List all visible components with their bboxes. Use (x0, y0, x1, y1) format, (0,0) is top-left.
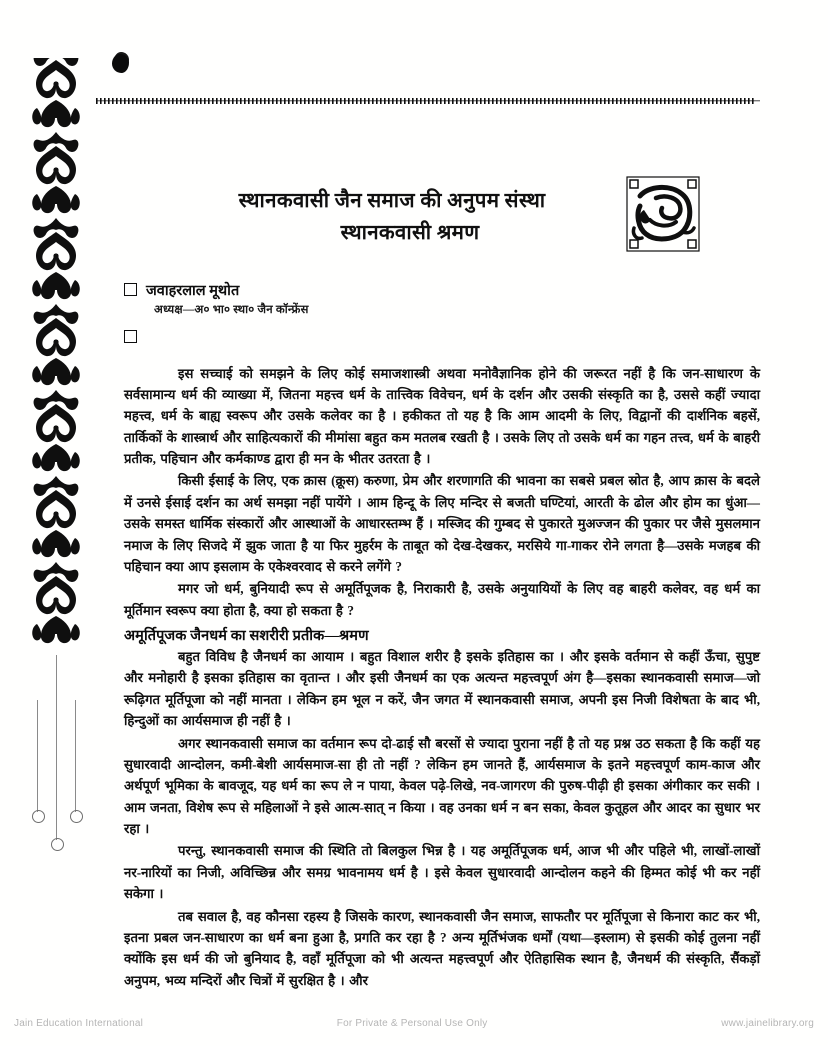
tassel-decoration (30, 655, 100, 870)
author-role: अध्यक्ष—अ० भा० स्था० जैन कॉन्फ्रेंस (154, 303, 309, 316)
footer-right-text: www.jainelibrary.org (721, 1018, 814, 1029)
tassel-dot-right (70, 810, 83, 823)
paragraph: इस सच्चाई को समझने के लिए कोई समाजशास्त्री अथवा मनोवैज्ञानिक होने की जरूरत नहीं है कि जन-साधारण के सर्वसामान्य धर्म की व्याख्या में, जितना महत्त्व धर्म के तात्त्विक विवेचन, धर्म के दर्शन और उसकी संस्कृति का है, उससे कहीं ज्यादा महत्त्व, धर्म के बाह्य स्वरूप और उसके कलेवर का है । हकीकत तो यह है कि आम आदमी के लिए, विद्वानों की दार्शनिक बहसें, तार्किकों के शास्त्रार्थ और साहित्यकारों की मीमांसा बहुत कम मतलब रखती है । उसके लिए तो उसके धर्म का गहन तत्त्व, धर्म के बाहरी प्रतीक, पहिचान और कर्मकाण्ड द्वारा ही मन के भीतर उतरता है । (124, 365, 760, 467)
paragraph: बहुत विविध है जैनधर्म का आयाम । बहुत विशाल शरीर है इसके इतिहास का । और इसके वर्तमान से कहीं ऊँचा, सुपुष्ट और मनोहारी है इसका इतिहास का वृतान्त । और इसी जैनधर्म का एक अत्यन्त महत्त्वपूर्ण अंग है—इसका स्थानकवासी समाज—जो रूढ़िगत मूर्तिपूजा को नहीं मानता । लेकिन हम भूल न करें, जैन जगत में स्थानकवासी समाज, अपनी इस निजी विशेषता के बाद भी, हिन्दुओं का आर्यसमाज ही नहीं है । (124, 649, 760, 729)
footer-left-text: Jain Education International (14, 1018, 144, 1029)
author-name: जवाहरलाल मूथोत (146, 282, 240, 299)
article-body (124, 363, 760, 992)
paragraph: तब सवाल है, वह कौनसा रहस्य है जिसके कारण, स्थानकवासी जैन समाज, साफतौर पर मूर्तिपूजा से किनारा काट कर भी, इतना प्रबल जन-साधारण का धर्म बना हुआ है, प्रगति कर रहा है ? अन्य मूर्तिभंजक धर्मों (यथा—इस्लाम) से इसकी कोई तुलना नहीं क्योंकि इस धर्म की जो बुनियाद है, वहाँ मूर्तिपूजा को भी अत्यन्त महत्त्वपूर्ण और ऐतिहासिक स्थान है, जैनधर्म की संस्कृति, सैंकड़ों अनुपम, भव्य मन्दिरों और चित्रों में सुरक्षित है । और (124, 908, 760, 988)
square-bullet-icon-2 (124, 330, 137, 343)
tassel-dot-center (51, 838, 64, 851)
paragraph: परन्तु, स्थानकवासी समाज की स्थिति तो बिलकुल भिन्न है । यह अमूर्तिपूजक धर्म, आज भी और पहिले भी, लाखों-लाखों नर-नारियों का निजी, अविच्छिन्न और समग्र भावनामय धर्म है । इसे केवल सुधारवादी आन्दोलन कहने की हिम्मत कोई भी कर नहीं सकेगा । (124, 843, 760, 902)
ink-blot-mark (112, 54, 129, 73)
title-line-1: स्थानकवासी जैन समाज की अनुपम संस्था (238, 190, 546, 212)
author-row (124, 280, 760, 300)
byline-second-bullet-row (124, 330, 760, 348)
paragraph: मगर जो धर्म, बुनियादी रूप से अमूर्तिपूजक है, निराकारी है, उसके अनुयायियों के लिए वह बाहरी कलेवर, वह धर्म का मूर्तिमान स्वरूप क्या होता है, क्या हो सकता है ? (124, 581, 760, 618)
title-line-2: स्थानकवासी श्रमण (340, 221, 480, 244)
tassel-dot-left (32, 810, 45, 823)
article-content (124, 186, 760, 991)
dotted-divider-rule (96, 98, 760, 105)
tassel-line-right (75, 700, 76, 812)
section-subheading: अमूर्तिपूजक जैनधर्म का सशरीरी प्रतीक—श्रमण (124, 628, 369, 645)
footer-center-text: For Private & Personal Use Only (336, 1018, 488, 1029)
tassel-line-left (37, 700, 38, 812)
paragraph: किसी ईसाई के लिए, एक क्रास (क्रूस) करुणा, प्रेम और शरणागति की भावना का सबसे प्रबल स्रोत है, आप क्रास के बदले में उनसे ईसाई दर्शन का अर्थ समझा नहीं पायेंगे । आम हिन्दू के लिए मन्दिर से बजती घण्टियां, आरती के ढोल और होम का धुंआ—उसके समस्त धार्मिक संस्कारों और आस्थाओं के आधारस्तम्भ हैं । मस्जिद की गुम्बद से पुकारते मुअज्जन की पुकार पर जैसे मुसलमान नमाज के लिए सिजदे में झुक जाता है या फिर मुहर्रम के ताबूत को देख-देखकर, मरसिये गा-गाकर रोने लगता है—उसके मजहब की पहिचान क्या आप इसलाम के एकेश्वरवाद से करने लगेंगे ? (124, 473, 760, 574)
square-bullet-icon (124, 283, 137, 296)
tassel-line-center (56, 655, 57, 840)
decorative-border-ornament (30, 58, 82, 662)
byline (124, 280, 760, 348)
article-title (124, 186, 760, 250)
page-footer (0, 1018, 828, 1029)
paragraph: अगर स्थानकवासी समाज का वर्तमान रूप दो-ढाई सौ बरसों से ज्यादा पुराना नहीं है तो यह प्रश्न उठ सकता है कि कहीं यह सुधारवादी आन्दोलन, कमी-बेशी आर्यसमाज-सा ही तो नहीं ? लेकिन हम जानते हैं, आर्यसमाज के इतने महत्त्वपूर्ण काम-काज और अर्थपूर्ण भूमिका के बावजूद, यह धर्म का रूप ले न पाया, केवल पढ़े-लिखे, नव-जागरण की पुरुष-पीढ़ी ही इसका अंगीकार कर सकी । आम जनता, विशेष रूप से महिलाओं ने इसे आत्म-सात् न किया । वह उनका धर्म न बन सका, केवल कुतूहल और आदर का सुधार भर रहा । (124, 735, 760, 837)
